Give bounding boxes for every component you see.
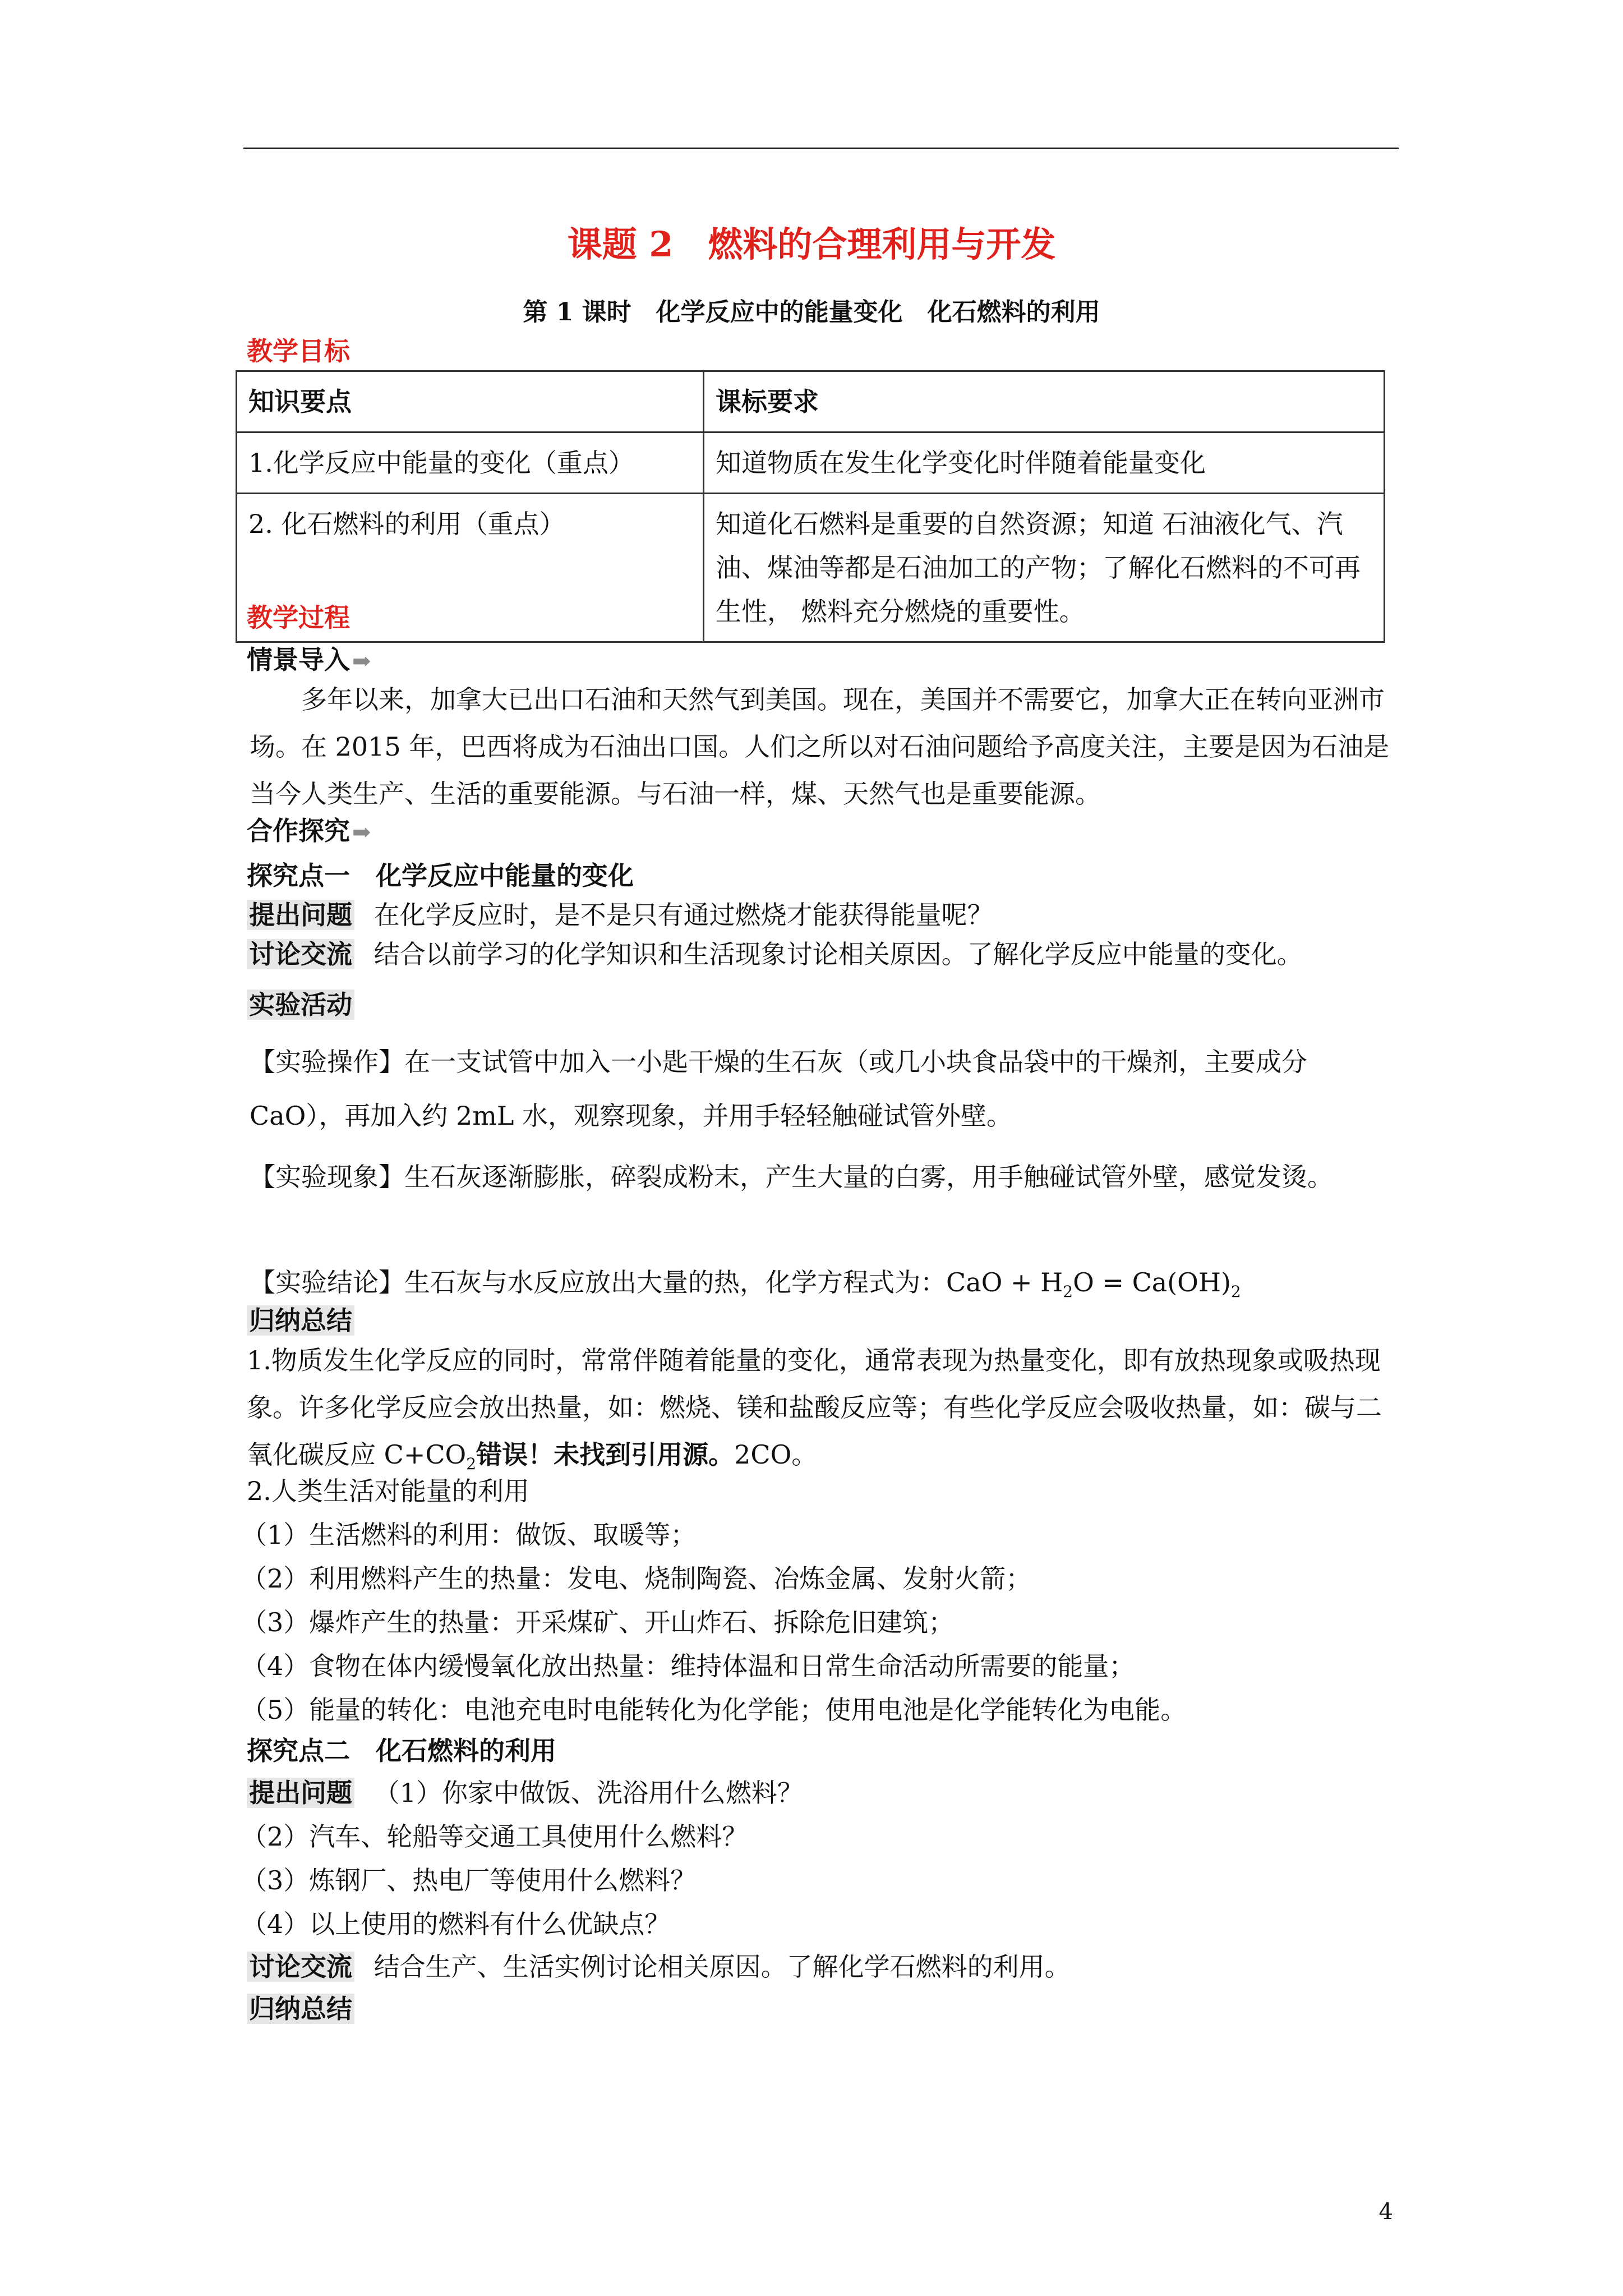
subscript: 2 (1063, 1282, 1073, 1301)
list-item: （1）生活燃料的利用：做饭、取暖等； (241, 1520, 697, 1550)
coop-heading (247, 811, 371, 848)
discuss-text: 结合生产、生活实例讨论相关原因。了解化学石燃料的利用。 (374, 1952, 1071, 1982)
exp-conc-text2: O = Ca(OH) (1073, 1267, 1231, 1297)
point1-discuss (247, 934, 1303, 971)
list-item: （2）利用燃料产生的热量：发电、烧制陶瓷、冶炼金属、发射火箭； (241, 1563, 1032, 1594)
lesson-subtitle: 第 1 课时 化学反应中的能量变化 化石燃料的利用 (523, 298, 1100, 326)
point2-heading: 探究点二 化石燃料的利用 (247, 1736, 556, 1766)
arrow-right-icon: ➡ (352, 819, 371, 845)
summary2-title: 2.人类生活对能量的利用 (247, 1476, 529, 1506)
table-row (237, 494, 1385, 642)
point1-heading: 探究点一 化学反应中能量的变化 (247, 861, 634, 891)
discuss-label: 讨论交流 (247, 1952, 354, 1982)
subscript: 2 (1230, 1282, 1241, 1301)
list-item: （5）能量的转化：电池充电时电能转化为化学能；使用电池是化学能转化为电能。 (241, 1695, 1187, 1725)
table-cell: 知道物质在发生化学变化时伴随着能量变化 (704, 432, 1385, 494)
exp-operation (250, 1035, 1394, 1143)
exp-conc-text: 生石灰与水反应放出大量的热，化学方程式为：CaO + H (404, 1267, 1063, 1297)
summary1-label (247, 1300, 354, 1337)
summary-label: 归纳总结 (247, 1994, 354, 2024)
point1-ask (247, 895, 993, 932)
point2-ask (247, 1773, 803, 1810)
page-title: 课题 2 燃料的合理利用与开发 (567, 224, 1056, 265)
list-item: （4）食物在体内缓慢氧化放出热量：维持体温和日常生命活动所需要的能量； (241, 1651, 1135, 1681)
exp-phen-text: 生石灰逐渐膨胀，碎裂成粉末，产生大量的白雾，用手触碰试管外壁，感觉发烫。 (404, 1162, 1333, 1192)
ask-label: 提出问题 (247, 1778, 354, 1808)
intro-heading (247, 639, 371, 677)
list-item: （3）炼钢厂、热电厂等使用什么燃料？ (241, 1865, 697, 1895)
summary1-text-end: 2CO。 (734, 1439, 818, 1470)
summary2-label (247, 1989, 354, 2026)
intro-heading-text: 情景导入 (247, 645, 350, 675)
table-cell: 知道化石燃料是重要的自然资源；知道 石油液化气、汽油、煤油等都是石油加工的产物；了解化石燃料的不可再生性， 燃料充分燃烧的重要性。 (704, 494, 1385, 642)
intro-paragraph: 多年以来，加拿大已出口石油和天然气到美国。现在，美国并不需要它，加拿大正在转向亚洲市场。在 2015 年，巴西将成为石油出口国。人们之所以对石油问题给予高度关注，主要是因为石油是当今人类生产、生活的重要能源。与石油一样，煤、天然气也是重要能源。 (250, 684, 1390, 809)
exp-op-text: 在一支试管中加入一小匙干燥的生石灰（或几小块食品袋中的干燥剂，主要成分 CaO），再加入约 2mL 水，观察现象，并用手轻轻触碰试管外壁。 (250, 1047, 1307, 1131)
table-cell: 1.化学反应中能量的变化（重点） (237, 432, 704, 494)
page-number: 4 (1378, 2199, 1393, 2225)
exp-phen-label: 【实验现象】 (250, 1162, 404, 1192)
subscript: 2 (466, 1455, 477, 1474)
list-item: （2）汽车、轮船等交通工具使用什么燃料？ (241, 1821, 748, 1852)
table-header-cell: 课标要求 (704, 371, 1385, 432)
arrow-right-icon: ➡ (352, 648, 371, 674)
summary-label: 归纳总结 (247, 1305, 354, 1336)
ask-label: 提出问题 (247, 900, 354, 930)
coop-heading-text: 合作探究 (247, 816, 350, 846)
exp-activity-label (247, 984, 354, 1022)
discuss-label: 讨论交流 (247, 939, 354, 969)
process-heading: 教学过程 (247, 602, 350, 633)
summary1-paragraph (247, 1337, 1396, 1488)
exp-label: 实验活动 (247, 990, 354, 1020)
exp-conc-label: 【实验结论】 (250, 1267, 404, 1297)
table-header-cell: 知识要点 (237, 371, 704, 432)
exp-conclusion (250, 1262, 1241, 1301)
discuss-text: 结合以前学习的化学知识和生活现象讨论相关原因。了解化学反应中能量的变化。 (374, 939, 1303, 969)
point2-discuss (247, 1947, 1071, 1984)
table-header-row (237, 371, 1385, 432)
table-cell: 2. 化石燃料的利用（重点） (237, 494, 704, 642)
exp-phenomenon (250, 1150, 1394, 1204)
header-rule (243, 148, 1399, 149)
ask-text: 在化学反应时，是不是只有通过燃烧才能获得能量呢？ (374, 900, 993, 930)
summary1-text: 1.物质发生化学反应的同时，常常伴随着能量的变化，通常表现为热量变化，即有放热现象或吸热现象。许多化学反应会放出热量，如：燃烧、镁和盐酸反应等；有些化学反应会吸收热量，如：碳与二氧化碳反应 C+CO (247, 1345, 1382, 1470)
list-item: （4）以上使用的燃料有什么优缺点？ (241, 1909, 671, 1939)
table-row (237, 432, 1385, 494)
goals-heading: 教学目标 (247, 336, 350, 366)
reference-error: 错误！未找到引用源。 (476, 1439, 735, 1470)
ask-text: （1）你家中做饭、洗浴用什么燃料？ (374, 1778, 803, 1808)
objectives-table (236, 370, 1385, 643)
list-item: （3）爆炸产生的热量：开采煤矿、开山炸石、拆除危旧建筑； (241, 1607, 955, 1637)
exp-op-label: 【实验操作】 (250, 1047, 404, 1077)
